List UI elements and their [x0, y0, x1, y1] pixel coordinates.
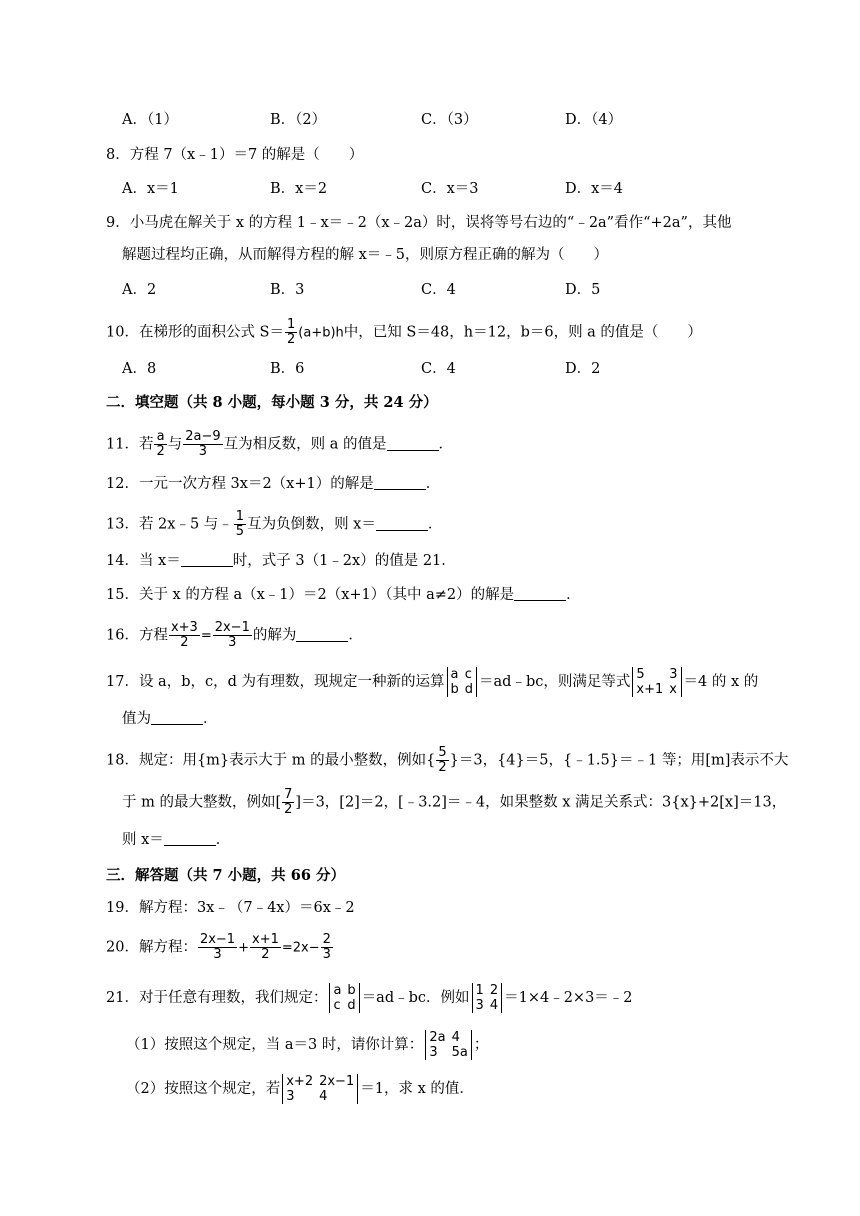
- q20-plus: +: [238, 940, 249, 956]
- det-cell: 2x−1: [319, 1074, 355, 1089]
- q11-mid: 与: [167, 436, 183, 453]
- q7-option-d: D．（4）: [565, 112, 623, 128]
- q18-f1-num: 5: [438, 745, 447, 760]
- q10-option-b: B．6: [270, 361, 305, 377]
- q20-fraction-1: [198, 933, 237, 962]
- det-cell: x: [669, 682, 677, 697]
- q21-determinant-1: [329, 983, 359, 1013]
- det-cell: x+1: [636, 682, 664, 697]
- q11-f1-num: a: [154, 430, 166, 445]
- q16-f1-den: 2: [180, 635, 189, 650]
- q9-option-d: D．5: [565, 282, 601, 298]
- q16-eq: =: [200, 628, 212, 644]
- q13-f-den: 5: [235, 524, 245, 539]
- q17-end: ．: [203, 711, 218, 727]
- q13-fraction: [234, 510, 246, 539]
- q16-post: 的解为: [252, 627, 297, 644]
- q11-post: 互为相反数，则 a 的值是: [223, 436, 387, 453]
- q21-determinant-2: [472, 983, 503, 1013]
- q7-option-b: B．（2）: [270, 112, 327, 128]
- q18-line1: [106, 746, 788, 775]
- q9-option-a: A．2: [122, 282, 157, 298]
- q16-f2-num: 2x−1: [214, 620, 250, 635]
- q14: [106, 551, 456, 571]
- q19: 19．解方程：3x﹣（7﹣4x）＝6x﹣2: [106, 900, 355, 916]
- det-cell: a: [450, 667, 459, 682]
- q18-line2-post: ]＝3，[2]＝2，[﹣3.2]＝﹣4，如果整数 x 满足关系式：3{x}+2[x]＝13，: [295, 794, 787, 811]
- det-cell: 5a: [451, 1045, 468, 1060]
- q10-fraction: [285, 318, 297, 347]
- q10-option-a: A．8: [122, 361, 157, 377]
- q17-post: ＝4 的 x 的: [683, 674, 759, 690]
- q16-fraction-2: [213, 621, 252, 650]
- answer-blank[interactable]: [514, 586, 566, 601]
- q18-f2-den: 2: [284, 802, 293, 817]
- det-cell: a: [333, 983, 342, 998]
- q20-f3-num: 2: [322, 932, 331, 947]
- det-cell: 3: [286, 1089, 295, 1104]
- q15-pre: 15．关于 x 的方程 a（x﹣1）＝2（x+1）（其中 a≠2）的解是: [106, 587, 515, 603]
- det-cell: 4: [319, 1089, 328, 1104]
- q20-f2-den: 2: [261, 947, 270, 962]
- q21-part1: [126, 1030, 488, 1060]
- q21-pre: 21．对于任意有理数，我们规定：: [106, 990, 328, 1006]
- answer-blank[interactable]: [296, 627, 348, 642]
- q20-f2-num: x+1: [252, 932, 279, 947]
- det-cell: 3: [475, 998, 484, 1013]
- q13-pre: 13．若 2x﹣5 与﹣: [106, 516, 233, 533]
- q16-pre: 16．方程: [106, 627, 168, 644]
- q17-line2-text: 值为: [122, 711, 151, 727]
- q12-end: ．: [425, 476, 441, 492]
- q11-end: ．: [438, 436, 454, 453]
- q11-f1-den: 2: [156, 444, 165, 459]
- q10-frac-num: 1: [287, 317, 296, 332]
- q17-determinant-1: [447, 667, 478, 697]
- answer-blank[interactable]: [151, 710, 203, 725]
- q10-stem: [106, 318, 702, 347]
- q13-f-num: 1: [235, 509, 245, 524]
- q18-f1-den: 2: [438, 760, 447, 775]
- q10-post: 中，已知 S＝48，h＝12，b＝6，则 a 的值是（ ）: [343, 324, 702, 341]
- det-cell: 4: [489, 998, 499, 1013]
- q8-option-d: D．x＝4: [565, 181, 624, 197]
- q18-line3: [122, 830, 230, 850]
- q9-line2: 解题过程均正确，从而解得方程的解 x＝﹣5，则原方程正确的解为（ ）: [122, 247, 609, 263]
- q7-option-a: A．（1）: [122, 112, 178, 128]
- section-2-heading: 二．填空题（共 8 小题，每小题 3 分，共 24 分）: [106, 394, 438, 411]
- q18-line2: [122, 788, 786, 817]
- det-cell: c: [333, 998, 341, 1013]
- answer-blank[interactable]: [376, 516, 428, 531]
- q18-line2-pre: 于 m 的最大整数，例如[: [122, 794, 282, 811]
- answer-blank[interactable]: [387, 436, 439, 451]
- q21-p2-post: ＝1，求 x 的值．: [360, 1081, 474, 1097]
- q20-f3-den: 3: [322, 947, 331, 962]
- q14-pre: 14．当 x＝: [106, 553, 181, 569]
- q8-stem: 8．方程 7（x﹣1）＝7 的解是（ ）: [106, 147, 364, 163]
- q9-line1: 9．小马虎在解关于 x 的方程 1﹣x＝﹣2（x﹣2a）时，误将等号右边的“﹣2a”看作“+2a”，其他: [106, 215, 732, 231]
- q21-post: ＝1×4﹣2×3＝﹣2: [504, 990, 633, 1006]
- det-cell: d: [464, 682, 474, 697]
- q10-frac-den: 2: [287, 332, 296, 347]
- q7-option-c: C．（3）: [421, 112, 478, 128]
- q20-fraction-2: [250, 933, 281, 962]
- q14-post: 时，式子 3（1﹣2x）的值是 21．: [232, 553, 456, 569]
- q13: [106, 510, 442, 539]
- q21-p2-pre: （2）按照这个规定，若: [126, 1081, 281, 1097]
- det-cell: 3: [669, 667, 678, 682]
- q20: [106, 933, 334, 962]
- q18-fraction-2: [282, 788, 294, 817]
- q16-fraction-1: [169, 621, 200, 650]
- q17-mid: ＝ad﹣bc，则满足等式: [479, 674, 631, 690]
- det-cell: 2a: [429, 1030, 446, 1045]
- det-cell: x+2: [286, 1074, 314, 1089]
- q12-pre: 12．一元一次方程 3x＝2（x+1）的解是: [106, 476, 374, 492]
- q10-option-d: D．2: [565, 361, 601, 377]
- q10-option-c: C．4: [421, 361, 456, 377]
- q18-line1-pre: 18．规定：用{m}表示大于 m 的最小整数，例如{: [106, 752, 436, 769]
- q8-option-c: C．x＝3: [421, 181, 479, 197]
- det-cell: 3: [429, 1045, 438, 1060]
- answer-blank[interactable]: [164, 831, 216, 846]
- q21-determinant-3: [425, 1030, 472, 1060]
- q9-option-c: C．4: [421, 282, 456, 298]
- answer-blank[interactable]: [181, 552, 233, 567]
- q16-end: ．: [348, 627, 363, 644]
- q10-pre: 10．在梯形的面积公式 S＝: [106, 324, 284, 341]
- det-cell: c: [464, 667, 472, 682]
- q20-mid: =2x−: [281, 940, 320, 956]
- q18-end: ．: [215, 832, 231, 848]
- q21-p1-pre: （1）按照这个规定，当 a＝3 时，请你计算：: [126, 1037, 424, 1053]
- q20-f1-num: 2x−1: [199, 932, 236, 947]
- q11-pre: 11．若: [106, 436, 154, 453]
- q11-fraction-1: [154, 430, 166, 459]
- q18-f2-num: 7: [284, 787, 293, 802]
- q20-fraction-3: [321, 933, 333, 962]
- q11-fraction-2: [183, 430, 222, 459]
- q17-line2: [122, 709, 218, 729]
- q8-option-b: B．x＝2: [270, 181, 328, 197]
- det-cell: b: [450, 682, 459, 697]
- q18-fraction-1: [436, 746, 448, 775]
- q17-determinant-2: [632, 667, 681, 697]
- q9-option-b: B．3: [270, 282, 305, 298]
- q11: [106, 430, 453, 459]
- answer-blank[interactable]: [374, 475, 426, 490]
- q13-post: 互为负倒数，则 x＝: [247, 516, 376, 533]
- det-cell: 4: [451, 1030, 460, 1045]
- q16-f1-num: x+3: [170, 620, 198, 635]
- section-3-heading: 三．解答题（共 7 小题，共 66 分）: [106, 867, 345, 884]
- q17-line1: [106, 667, 758, 697]
- q8-option-a: A．x＝1: [122, 181, 179, 197]
- det-cell: 5: [636, 667, 645, 682]
- q21-stem: [106, 983, 633, 1013]
- q17-pre: 17．设 a，b，c，d 为有理数，现规定一种新的运算: [106, 674, 445, 690]
- q16-f2-den: 3: [228, 635, 237, 650]
- q11-f2-den: 3: [198, 444, 208, 459]
- q18-line1-post: }＝3，{4}＝5，{﹣1.5}＝﹣1 等；用[m]表示不大: [449, 752, 789, 769]
- det-cell: b: [347, 983, 356, 998]
- q21-p1-post: ；: [473, 1037, 489, 1053]
- det-cell: 2: [489, 983, 499, 998]
- q16: [106, 621, 363, 650]
- q13-end: ．: [427, 516, 443, 533]
- q12: [106, 474, 440, 494]
- q11-f2-num: 2a−9: [185, 429, 221, 444]
- q21-mid: ＝ad﹣bc．例如: [361, 990, 470, 1006]
- q18-line3-text: 则 x＝: [122, 832, 164, 848]
- det-cell: d: [347, 998, 356, 1013]
- q15-end: ．: [566, 587, 581, 603]
- q10-formula-tail: (a+b)h: [298, 325, 344, 341]
- q15: [106, 585, 581, 605]
- q20-pre: 20．解方程：: [106, 939, 197, 956]
- q20-f1-den: 3: [213, 947, 222, 962]
- q21-determinant-4: [282, 1074, 358, 1104]
- det-cell: 1: [475, 983, 484, 998]
- q21-part2: [126, 1074, 474, 1104]
